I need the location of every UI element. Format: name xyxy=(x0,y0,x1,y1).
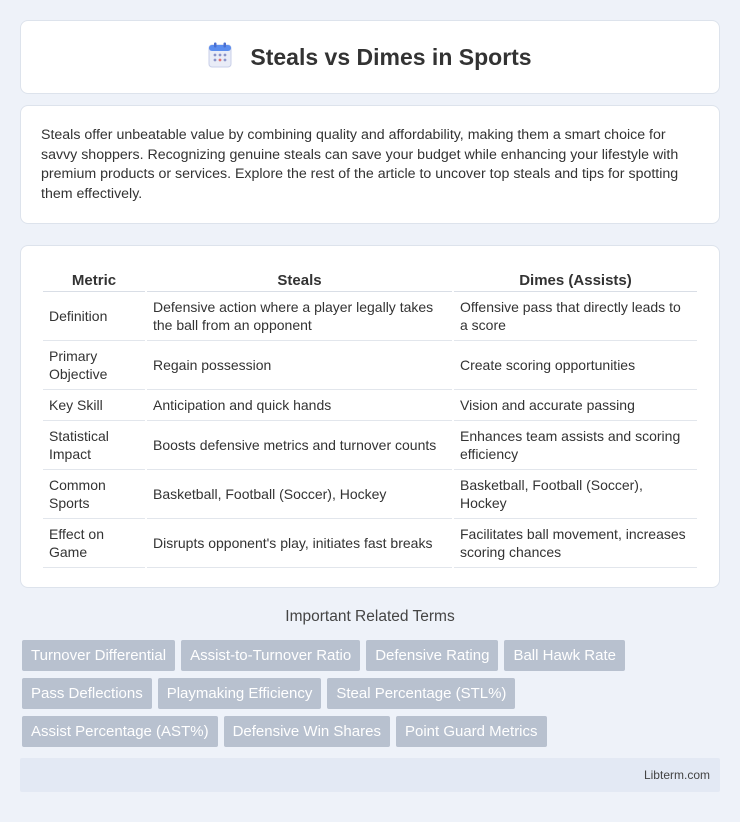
table-cell: Primary Objective xyxy=(43,341,145,390)
table-cell: Boosts defensive metrics and turnover counts xyxy=(147,421,452,470)
table-cell: Disrupts opponent's play, initiates fast breaks xyxy=(147,519,452,568)
tag-steal-percentage[interactable]: Steal Percentage (STL%) xyxy=(327,678,515,709)
header-title-wrap xyxy=(208,42,531,73)
footer-site-link[interactable]: Libterm.com xyxy=(643,768,710,782)
tag-assist-percentage[interactable]: Assist Percentage (AST%) xyxy=(22,716,218,747)
column-header-dimes: Dimes (Assists) xyxy=(454,266,697,292)
tag-row xyxy=(22,716,722,747)
column-header-steals: Steals xyxy=(147,266,452,292)
table-cell: Facilitates ball movement, increases scoring chances xyxy=(454,519,697,568)
table-row xyxy=(43,341,697,390)
table-cell: Statistical Impact xyxy=(43,421,145,470)
table-cell: Offensive pass that directly leads to a score xyxy=(454,292,697,341)
table-row xyxy=(43,292,697,341)
tag-assist-to-turnover-ratio[interactable]: Assist-to-Turnover Ratio xyxy=(181,640,360,671)
table-row xyxy=(43,390,697,421)
calendar-icon xyxy=(208,42,232,73)
table-cell: Basketball, Football (Soccer), Hockey xyxy=(147,470,452,519)
table-cell: Common Sports xyxy=(43,470,145,519)
table-cell: Effect on Game xyxy=(43,519,145,568)
table-cell: Anticipation and quick hands xyxy=(147,390,452,421)
table-row xyxy=(43,519,697,568)
table-cell: Regain possession xyxy=(147,341,452,390)
comparison-table-card xyxy=(20,245,720,588)
table-row xyxy=(43,470,697,519)
page-title: Steals vs Dimes in Sports xyxy=(250,43,532,70)
table-cell: Definition xyxy=(43,292,145,341)
related-terms-tags xyxy=(22,640,722,754)
tag-point-guard-metrics[interactable]: Point Guard Metrics xyxy=(396,716,547,747)
related-terms-heading: Important Related Terms xyxy=(285,608,455,625)
tag-row xyxy=(22,640,722,671)
tag-ball-hawk-rate[interactable]: Ball Hawk Rate xyxy=(504,640,625,671)
tag-defensive-win-shares[interactable]: Defensive Win Shares xyxy=(224,716,390,747)
tag-pass-deflections[interactable]: Pass Deflections xyxy=(22,678,152,709)
table-cell: Enhances team assists and scoring efficiency xyxy=(454,421,697,470)
footer xyxy=(20,758,720,792)
intro-text: Steals offer unbeatable value by combining quality and affordability, making them a smart choice for savvy shoppers. Recognizing genuine steals can save your budget while enhancing your lifestyle with premium products or services. Explore the rest of the article to uncover top steals and tips for spotting them effectively. xyxy=(41,127,679,202)
comparison-table xyxy=(41,266,699,568)
tag-turnover-differential[interactable]: Turnover Differential xyxy=(22,640,175,671)
tag-defensive-rating[interactable]: Defensive Rating xyxy=(366,640,498,671)
table-cell: Key Skill xyxy=(43,390,145,421)
table-cell: Defensive action where a player legally takes the ball from an opponent xyxy=(147,292,452,341)
table-cell: Create scoring opportunities xyxy=(454,341,697,390)
tag-playmaking-efficiency[interactable]: Playmaking Efficiency xyxy=(158,678,322,709)
tag-row xyxy=(22,678,722,709)
header-card xyxy=(20,20,720,94)
column-header-metric: Metric xyxy=(43,266,145,292)
table-header-row xyxy=(43,266,697,292)
intro-card xyxy=(20,105,720,224)
table-row xyxy=(43,421,697,470)
table-cell: Vision and accurate passing xyxy=(454,390,697,421)
table-cell: Basketball, Football (Soccer), Hockey xyxy=(454,470,697,519)
